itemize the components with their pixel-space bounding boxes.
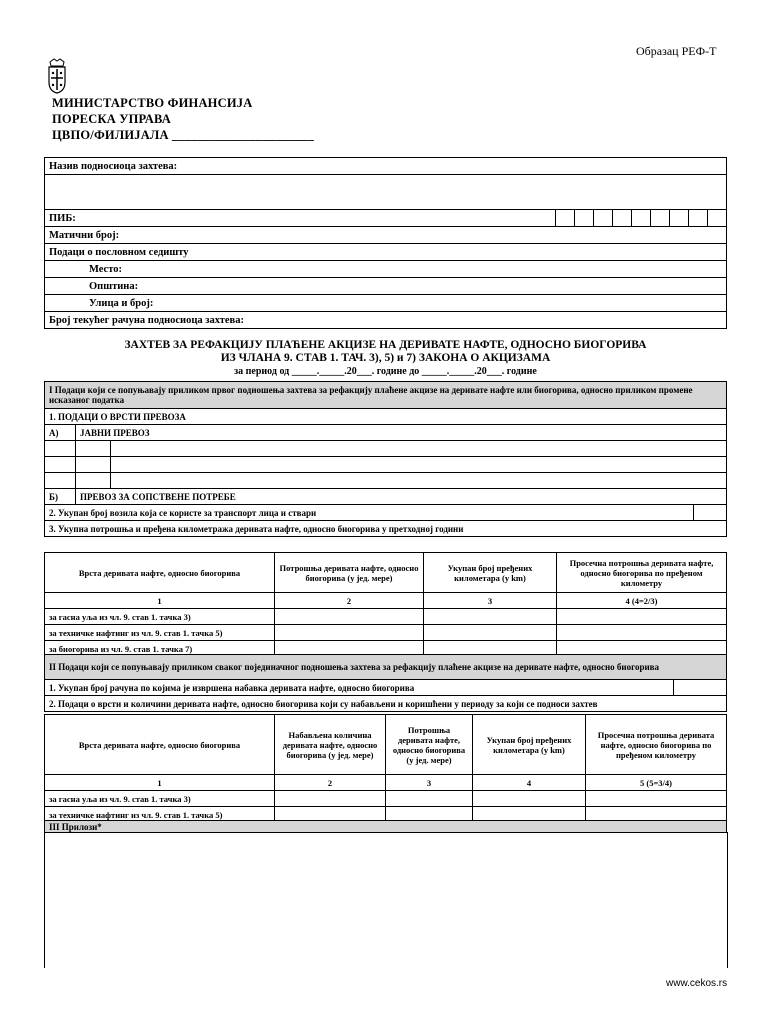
row-label: за техничке нафтинг из чл. 9. став 1. тачка 5) — [45, 625, 275, 641]
own-transport-letter: Б) — [45, 489, 76, 505]
col-header: Врста деривата нафте, односно биогорива — [45, 553, 275, 593]
public-transport-label: ЈАВНИ ПРЕВОЗ — [76, 425, 727, 441]
invoice-count-label: 1. Укупан број рачуна по којима је извршена набавка деривата нафте, односно биогорива — [45, 680, 674, 696]
street-label[interactable]: Улица и број: — [45, 295, 727, 312]
col-header: Укупан број пређених километара (у km) — [473, 715, 586, 775]
col-header: Потрошња деривата нафте, односно биогорива (у јед. мере) — [275, 553, 424, 593]
col-header: Просечна потрошња деривата нафте, односно биогорива по пређеном километру — [557, 553, 727, 593]
fuel-data-table — [44, 714, 727, 823]
pib-digit[interactable] — [670, 210, 689, 227]
value-cell[interactable] — [275, 791, 386, 807]
col-number: 1 — [45, 593, 275, 609]
account-label[interactable]: Број текућег рачуна подносиоца захтева: — [45, 312, 727, 329]
section-3-table — [44, 820, 727, 833]
vehicle-count-field[interactable] — [694, 505, 727, 521]
col-number: 5 (5=3/4) — [586, 775, 727, 791]
invoice-count-field[interactable] — [674, 680, 727, 696]
applicant-name-label: Назив подносиоца захтева: — [45, 158, 727, 175]
col-header: Потрошња деривата нафте, односно биогорива (у јед. мере) — [386, 715, 473, 775]
value-cell[interactable] — [424, 625, 557, 641]
pib-digit[interactable] — [689, 210, 708, 227]
pib-digit[interactable] — [556, 210, 575, 227]
public-transport-letter: А) — [45, 425, 76, 441]
pib-digit[interactable] — [613, 210, 632, 227]
transport-cell[interactable] — [45, 457, 76, 473]
vehicle-count-label: 2. Укупан број возила која се користе за транспорт лица и ствари — [45, 505, 694, 521]
section-2-heading: II Подаци који се попуњавају приликом сваког појединачног подношења захтева за рефакцију плаћене акцизе на деривате нафте, односно биогорива — [45, 655, 727, 680]
col-number: 2 — [275, 593, 424, 609]
pib-digit[interactable] — [708, 210, 727, 227]
transport-cell[interactable] — [76, 473, 111, 489]
row-label: за гасна уља из чл. 9. став 1. тачка 3) — [45, 791, 275, 807]
attachments-frame-right — [727, 832, 728, 968]
fuel-data-heading: 2. Подаци о врсти и количини деривата нафте, односно биогорива који су набављени и коришћени у периоду за који се подноси захтев — [45, 696, 727, 712]
col-number: 2 — [275, 775, 386, 791]
branch-line: ЦВПО/ФИЛИЈАЛА ______________________ — [52, 128, 314, 142]
transport-cell[interactable] — [111, 457, 727, 473]
section-2-table — [44, 654, 727, 712]
tax-admin-name: ПОРЕСКА УПРАВА — [52, 112, 171, 126]
col-header: Врста деривата нафте, односно биогорива — [45, 715, 275, 775]
transport-cell[interactable] — [111, 441, 727, 457]
consumption-table — [44, 552, 727, 657]
pib-digit[interactable] — [651, 210, 670, 227]
row-label: за техничке нафтинг из чл. 9. став 1. тачка 5) — [45, 807, 275, 823]
value-cell[interactable] — [275, 625, 424, 641]
section-1-table — [44, 381, 727, 537]
section-3-heading: III Прилози* — [45, 821, 727, 833]
request-title-law: ИЗ ЧЛАНА 9. СТАВ 1. ТАЧ. 3), 5) и 7) ЗАКОНА О АКЦИЗАМА — [220, 352, 551, 364]
municipality-label[interactable]: Општина: — [45, 278, 727, 295]
row-label: за гасна уља из чл. 9. став 1. тачка 3) — [45, 609, 275, 625]
seat-label: Подаци о пословном седишту — [45, 244, 727, 261]
transport-type-heading: 1. ПОДАЦИ О ВРСТИ ПРЕВОЗА — [45, 409, 727, 425]
value-cell[interactable] — [586, 791, 727, 807]
value-cell[interactable] — [275, 609, 424, 625]
pib-digit[interactable] — [594, 210, 613, 227]
col-number: 3 — [386, 775, 473, 791]
section-1-heading: I Подаци који се попуњавају приликом првог подношења захтева за рефакцију плаћене акцизе на деривате нафте или биогорива, односно приликом промене исказаног податка — [45, 382, 727, 409]
transport-cell[interactable] — [45, 473, 76, 489]
ministry-name: МИНИСТАРСТВО ФИНАНСИЈА — [52, 96, 253, 110]
applicant-table — [44, 157, 727, 329]
col-header: Набављена количина деривата нафте, односно биогорива (у јед. мере) — [275, 715, 386, 775]
col-number: 1 — [45, 775, 275, 791]
col-header: Укупан број пређених километара (у km) — [424, 553, 557, 593]
value-cell[interactable] — [386, 791, 473, 807]
row-label: за биогорива из чл. 9. став 1. тачка 7) — [45, 641, 275, 657]
site-link[interactable]: www.cekos.rs — [666, 978, 728, 989]
col-header: Просечна потрошња деривата нафте, односно биогорива по пређеном километру — [586, 715, 727, 775]
consumption-heading: 3. Укупна потрошња и пређена километража деривата нафте, односно биогорива у претходној години — [45, 521, 727, 537]
transport-cell[interactable] — [76, 441, 111, 457]
col-number: 4 (4=2/3) — [557, 593, 727, 609]
request-title: ЗАХТЕВ ЗА РЕФАКЦИЈУ ПЛАЋЕНЕ АКЦИЗЕ НА ДЕРИВАТЕ НАФТЕ, ОДНОСНО БИОГОРИВА — [124, 339, 647, 351]
value-cell[interactable] — [424, 609, 557, 625]
value-cell[interactable] — [557, 609, 727, 625]
mb-label[interactable]: Матични број: — [45, 227, 727, 244]
col-number: 4 — [473, 775, 586, 791]
col-number: 3 — [424, 593, 557, 609]
pib-digit[interactable] — [575, 210, 594, 227]
transport-cell[interactable] — [76, 457, 111, 473]
request-period: за период од _____._____.20___. године до _____._____.20___. године — [234, 366, 537, 377]
transport-cell[interactable] — [45, 441, 76, 457]
pib-digit[interactable] — [632, 210, 651, 227]
own-transport-label: ПРЕВОЗ ЗА СОПСТВЕНЕ ПОТРЕБЕ — [76, 489, 727, 505]
value-cell[interactable] — [557, 625, 727, 641]
form-code: Образац РЕФ-Т — [636, 44, 717, 58]
applicant-name-field[interactable] — [45, 175, 727, 210]
pib-label: ПИБ: — [45, 210, 556, 227]
place-label[interactable]: Место: — [45, 261, 727, 278]
transport-cell[interactable] — [111, 473, 727, 489]
value-cell[interactable] — [473, 791, 586, 807]
attachments-frame-left — [44, 832, 45, 968]
coat-of-arms-icon — [46, 58, 68, 94]
